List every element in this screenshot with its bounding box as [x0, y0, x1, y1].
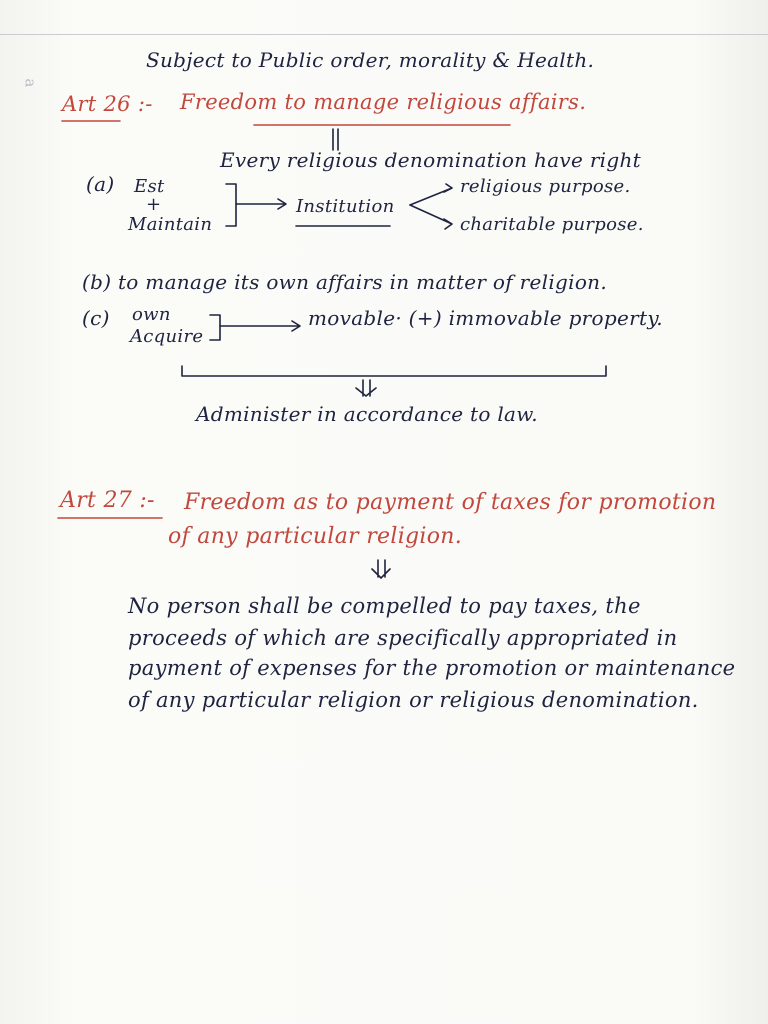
art27-body-line-1: No person shall be compelled to pay taxes, the [128, 594, 641, 618]
art27-body-line-3: payment of expenses for the promotion or maintenance [128, 656, 736, 680]
plus-text: + [146, 194, 162, 215]
acquire-text: Acquire [130, 326, 204, 347]
charitable-purpose-text: charitable purpose. [460, 214, 644, 235]
clause-a-bracket [226, 184, 236, 226]
administer-down-arrow [356, 380, 376, 396]
administer-line: Administer in accordance to law. [196, 402, 538, 426]
charitable-branch-arrow [410, 205, 452, 229]
art26-label: Art 26 :- [62, 92, 153, 116]
movable-property-text: movable· (+) immovable property. [308, 306, 663, 330]
administer-span-line [182, 366, 606, 376]
clause-a-marker: (a) [86, 172, 115, 196]
religious-branch-arrow [410, 184, 452, 205]
top-margin-line [0, 34, 768, 35]
every-denomination-line: Every religious denomination have right [220, 148, 641, 172]
art27-down-arrow [372, 560, 390, 578]
clause-b-line: (b) to manage its own affairs in matter of religion. [82, 270, 607, 294]
art27-title-line-2: of any particular religion. [168, 524, 463, 549]
clause-a-arrow [236, 199, 286, 209]
clause-c-arrow [220, 321, 300, 331]
bleed-through-mark: a [21, 78, 40, 88]
art27-body-line-2: proceeds of which are specifically appropriated in [128, 626, 678, 650]
religious-purpose-text: religious purpose. [460, 176, 631, 197]
art27-body-line-4: of any particular religion or religious denomination. [128, 688, 699, 712]
art27-title-line-1: Freedom as to payment of taxes for promotion [184, 490, 717, 515]
est-text: Est [134, 176, 165, 197]
clause-c-marker: (c) [82, 306, 110, 330]
maintain-text: Maintain [128, 214, 213, 235]
art27-label: Art 27 :- [60, 488, 155, 513]
art26-title: Freedom to manage religious affairs. [180, 90, 587, 114]
art26-down-arrow [333, 129, 338, 150]
own-text: own [132, 304, 171, 325]
clause-c-bracket [210, 315, 220, 340]
institution-text: Institution [296, 196, 395, 217]
intro-line: Subject to Public order, morality & Health. [146, 48, 595, 72]
